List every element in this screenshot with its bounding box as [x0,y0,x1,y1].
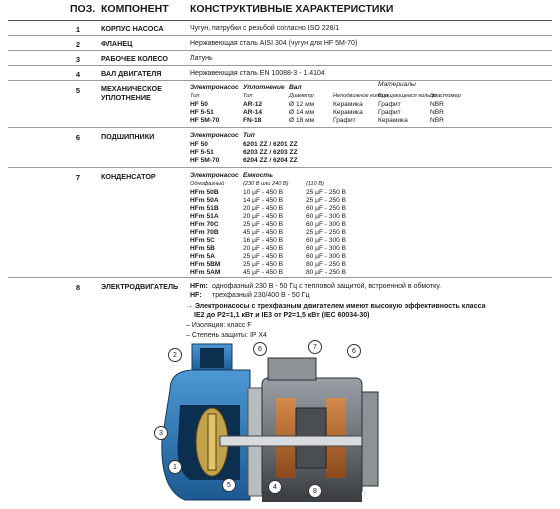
bearing-row-model: HF 5-51 [190,149,214,156]
capacitor-row-c1: 20 μF - 450 В [243,213,284,220]
seal-row-shaft: Ø 14 мм [289,109,315,116]
row-divider [8,127,552,128]
motor-hf-key: HF: [190,292,202,299]
capacitor-row-c2: 60 μF - 300 В [306,237,347,244]
seal-row-rotating: Графит [378,109,401,116]
row-4-value: Нержавеющая сталь EN 10088-3 - 1.4104 [190,70,325,77]
motor-hfm-key: HFm: [190,283,208,290]
capacitor-row-model: HFm 70B [190,229,219,236]
seal-sub-shaft: Диаметр [289,93,314,99]
capacitor-row-c1: 14 μF - 450 В [243,197,284,204]
callout-6b: 6 [347,344,361,358]
row-5-label-1: МЕХАНИЧЕСКОЕ [101,84,162,93]
header-rule [8,20,552,21]
capacitor-row-c2: 60 μF - 300 В [306,221,347,228]
seal-sub-fixed: Неподвижное кольцо [333,93,389,99]
bearing-row-model: HF 5M-70 [190,157,220,164]
row-3-value: Латунь [190,55,213,62]
row-2-num: 2 [75,40,81,49]
row-1-label: КОРПУС НАСОСА [101,24,164,33]
seal-sub-model: Тип [190,93,200,99]
row-4-label: ВАЛ ДВИГАТЕЛЯ [101,69,162,78]
capacitor-sub-110: (110 В) [306,181,324,187]
seal-h-pump: Электронасос [190,84,239,91]
seal-row-shaft: Ø 18 мм [289,117,315,124]
motor-hf-text: трехфазный 230/400 В - 50 Гц [212,292,310,299]
callout-2: 2 [168,348,182,362]
seal-row-model: HF 50 [190,101,208,108]
row-3-num: 3 [75,55,81,64]
row-3-label: РАБОЧЕЕ КОЛЕСО [101,54,168,63]
seal-row-model: HF 5-51 [190,109,214,116]
seal-row-fixed: Керамика [333,109,363,116]
motor-note-2: IE2 до P2=1,1 кВт и IE3 от P2=1,5 кВт (IEC 60034-30) [194,312,370,319]
row-2-value: Нержавеющая сталь AISI 304 (чугун для HF 5M-70) [190,40,358,47]
capacitor-row-c1: 10 μF - 450 В [243,189,284,196]
seal-row-rotating: Керамика [378,117,408,124]
header-specs: КОНСТРУКТИВНЫЕ ХАРАКТЕРИСТИКИ [190,3,394,15]
capacitor-row-model: HFm 5BM [190,261,221,268]
capacitor-row-model: HFm 51A [190,213,219,220]
capacitor-row-model: HFm 5C [190,237,215,244]
capacitor-row-c2: 80 μF - 250 В [306,269,347,276]
row-6-label: ПОДШИПНИКИ [101,132,155,141]
seal-row-elast: NBR [430,109,444,116]
row-1-value: Чугун, патрубки с резьбой согласно ISO 228/1 [190,25,340,32]
seal-h-seal: Уплотнение [243,84,285,91]
seal-row-seal: AR-12 [243,101,263,108]
row-1-num: 1 [75,25,81,34]
seal-sub-seal: Тип [243,93,253,99]
seal-row-elast: NBR [430,117,444,124]
row-divider [8,35,552,36]
capacitor-row-c2: 60 μF - 250 В [306,205,347,212]
capacitor-h-pump: Электронасос [190,172,239,179]
pump-illustration [150,330,380,504]
capacitor-h-cap: Емкость [243,172,274,179]
row-7-label: КОНДЕНСАТОР [101,172,156,181]
capacitor-row-c2: 25 μF - 250 В [306,229,347,236]
seal-row-fixed: Керамика [333,101,363,108]
callout-4: 4 [268,480,282,494]
motor-hfm-text: однофазный 230 В - 50 Гц с тепловой защитой, встроенной в обмотку. [212,283,441,290]
capacitor-row-c1: 25 μF - 450 В [243,221,284,228]
callout-8: 8 [308,484,322,498]
seal-row-fixed: Графит [333,117,356,124]
callout-1: 1 [168,460,182,474]
bearings-h-type: Тип [243,132,255,139]
bearing-row-type: 6204 ZZ / 6204 ZZ [243,157,298,164]
seal-sub-elast: Эластомер [430,93,461,99]
motor-insulation: – Изоляция: класс F [186,322,252,329]
seal-h-shaft: Вал [289,84,302,91]
row-8-label: ЭЛЕКТРОДВИГАТЕЛЬ [101,282,179,291]
capacitor-row-c2: 25 μF - 250 В [306,197,347,204]
seal-row-elast: NBR [430,101,444,108]
row-6-num: 6 [75,133,81,142]
seal-row-seal: AR-14 [243,109,263,116]
capacitor-row-model: HFm 70C [190,221,219,228]
capacitor-row-c2: 60 μF - 300 В [306,245,347,252]
motor-note-1: → Электронасосы с трехфазным двигателем имеют высокую эффективность класса [186,303,486,310]
capacitor-row-model: HFm 5B [190,245,215,252]
capacitor-row-c1: 20 μF - 450 В [243,245,284,252]
seal-row-model: HF 5M-70 [190,117,220,124]
header-component: КОМПОНЕНТ [101,3,169,15]
capacitor-row-model: HFm 50B [190,189,219,196]
seal-row-seal: FN-18 [243,117,262,124]
seal-row-shaft: Ø 12 мм [289,101,315,108]
row-5-num: 5 [75,86,81,95]
row-divider [8,277,552,278]
callout-5: 5 [222,478,236,492]
capacitor-row-c1: 25 μF - 450 В [243,253,284,260]
callout-6: 6 [253,342,267,356]
seal-row-rotating: Графит [378,101,401,108]
capacitor-row-c1: 45 μF - 450 В [243,269,284,276]
capacitor-row-c2: 60 μF - 300 В [306,253,347,260]
bearing-row-type: 6203 ZZ / 6203 ZZ [243,149,298,156]
row-5-label-2: УПЛОТНЕНИЕ [101,93,151,102]
capacitor-row-model: HFm 51B [190,205,219,212]
motor-protection: – Степень защиты: IP X4 [186,332,267,339]
row-divider [8,80,552,81]
capacitor-row-c1: 20 μF - 450 В [243,205,284,212]
row-8-num: 8 [75,283,81,292]
capacitor-row-c1: 16 μF - 450 В [243,237,284,244]
row-divider [8,167,552,168]
seal-sub-rotating: Вращающееся кольцо [378,93,437,99]
row-divider [8,50,552,51]
capacitor-row-model: HFm 5AM [190,269,221,276]
capacitor-row-c2: 25 μF - 250 В [306,189,347,196]
seal-h-materials: Материалы [378,81,416,88]
capacitor-sub-phase: Однофазный [190,181,225,187]
callout-7: 7 [308,340,322,354]
row-2-label: ФЛАНЕЦ [101,39,133,48]
capacitor-row-c1: 45 μF - 450 В [243,229,284,236]
header-num: ПОЗ. [70,3,96,15]
row-7-num: 7 [75,173,81,182]
pump-cross-section [150,330,380,504]
callout-3: 3 [154,426,168,440]
bearings-h-pump: Электронасос [190,132,239,139]
row-divider [8,65,552,66]
capacitor-row-model: HFm 50A [190,197,219,204]
bearing-row-type: 6201 ZZ / 6201 ZZ [243,141,298,148]
bearing-row-model: HF 50 [190,141,208,148]
row-4-num: 4 [75,70,81,79]
capacitor-row-c1: 25 μF - 450 В [243,261,284,268]
capacitor-row-c2: 60 μF - 300 В [306,213,347,220]
table-header [0,3,560,17]
capacitor-sub-230: (230 В или 240 В) [243,181,289,187]
capacitor-row-model: HFm 5A [190,253,215,260]
capacitor-row-c2: 80 μF - 250 В [306,261,347,268]
